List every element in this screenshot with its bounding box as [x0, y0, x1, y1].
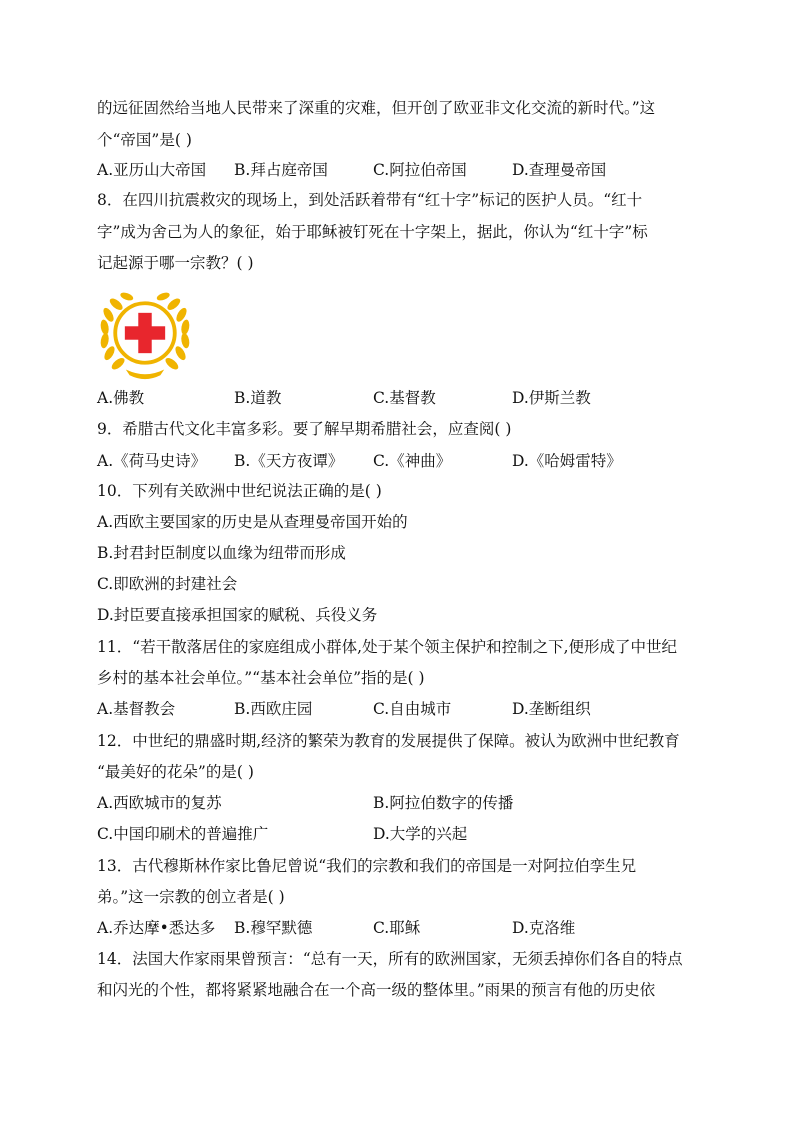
- q11-line-1: 11．“若干散落居住的家庭组成小群体,处于某个领主保护和控制之下,便形成了中世纪: [97, 638, 678, 656]
- q10-option-c[interactable]: C.即欧洲的封建社会: [97, 575, 238, 593]
- q14-line-2: 和闪光的个性，都将紧紧地融合在一个高一级的整体里。”雨果的预言有他的历史依: [97, 981, 656, 999]
- q11-option-a[interactable]: A.基督教会: [97, 700, 176, 718]
- q10-line-1: 10．下列有关欧洲中世纪说法正确的是( ): [97, 482, 382, 500]
- q13-line-2: 弟。”这一宗教的创立者是( ): [97, 888, 285, 906]
- q11-option-d[interactable]: D.垄断组织: [512, 700, 591, 718]
- q11-option-b[interactable]: B.西欧庄园: [234, 700, 313, 718]
- q8-option-a[interactable]: A.佛教: [97, 389, 145, 407]
- q8-line-2: 字”成为舍己为人的象征，始于耶稣被钉死在十字架上，据此，你认为“红十字”标: [97, 223, 648, 241]
- q12-option-a[interactable]: A.西欧城市的复苏: [97, 794, 222, 812]
- q11-line-2: 乡村的基本社会单位。”“基本社会单位”指的是( ): [97, 669, 425, 687]
- q10-option-d[interactable]: D.封臣要直接承担国家的赋税、兵役义务: [97, 606, 378, 624]
- q7-line-2: 个“帝国”是( ): [97, 131, 192, 149]
- q7-option-d[interactable]: D.查理曼帝国: [512, 161, 607, 179]
- q9-line-1: 9．希腊古代文化丰富多彩。要了解早期希腊社会，应查阅( ): [97, 420, 512, 438]
- q13-option-b[interactable]: B.穆罕默德: [234, 919, 313, 937]
- q9-option-a[interactable]: A.《荷马史诗》: [97, 452, 207, 470]
- q10-option-b[interactable]: B.封君封臣制度以血缘为纽带而形成: [97, 544, 346, 562]
- q8-line-3: 记起源于哪一宗教？( ): [97, 254, 254, 272]
- q12-option-c[interactable]: C.中国印刷术的普遍推广: [97, 825, 269, 843]
- q13-option-a[interactable]: A.乔达摩•悉达多: [97, 919, 216, 937]
- q8-line-1: 8．在四川抗震救灾的现场上，到处活跃着带有“红十字”标记的医护人员。“红十: [97, 191, 643, 209]
- q12-option-d[interactable]: D.大学的兴起: [373, 825, 468, 843]
- q8-option-d[interactable]: D.伊斯兰教: [512, 389, 591, 407]
- q12-line-1: 12．中世纪的鼎盛时期,经济的繁荣为教育的发展提供了保障。被认为欧洲中世纪教育: [97, 732, 680, 750]
- q13-line-1: 13．古代穆斯林作家比鲁尼曾说“我们的宗教和我们的帝国是一对阿拉伯孪生兄: [97, 857, 637, 875]
- red-cross-emblem-icon: [97, 285, 193, 381]
- q12-option-b[interactable]: B.阿拉伯数字的传播: [373, 794, 514, 812]
- q9-option-c[interactable]: C.《神曲》: [373, 452, 452, 470]
- q7-line-1: 的远征固然给当地人民带来了深重的灾难，但开创了欧亚非文化交流的新时代。”这: [97, 99, 656, 117]
- q7-option-a[interactable]: A.亚历山大帝国: [97, 161, 207, 179]
- q8-option-c[interactable]: C.基督教: [373, 389, 436, 407]
- q7-option-c[interactable]: C.阿拉伯帝国: [373, 161, 467, 179]
- q11-option-c[interactable]: C.自由城市: [373, 700, 452, 718]
- q13-option-c[interactable]: C.耶稣: [373, 919, 421, 937]
- q9-option-d[interactable]: D.《哈姆雷特》: [512, 452, 622, 470]
- q12-line-2: “最美好的花朵”的是( ): [97, 763, 254, 781]
- q7-option-b[interactable]: B.拜占庭帝国: [234, 161, 328, 179]
- q8-option-b[interactable]: B.道教: [234, 389, 282, 407]
- q13-option-d[interactable]: D.克洛维: [512, 919, 576, 937]
- q10-option-a[interactable]: A.西欧主要国家的历史是从查理曼帝国开始的: [97, 513, 408, 531]
- q14-line-1: 14．法国大作家雨果曾预言：“总有一天，所有的欧洲国家，无须丢掉你们各自的特点: [97, 950, 683, 968]
- q9-option-b[interactable]: B.《天方夜谭》: [234, 452, 344, 470]
